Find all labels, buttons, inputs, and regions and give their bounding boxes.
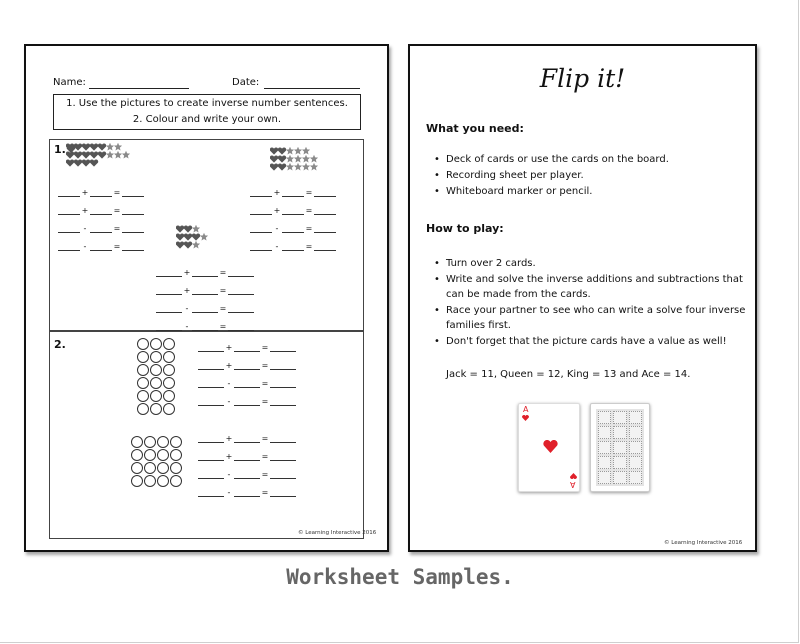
card-rank-bottom: A (570, 480, 576, 489)
answer-blank[interactable] (228, 322, 254, 331)
star-icon (294, 147, 302, 154)
card-back-tile (613, 456, 626, 469)
star-icon (302, 155, 310, 163)
circle-icon[interactable] (163, 390, 175, 402)
equals-sign: = (219, 304, 227, 313)
heart-icon (270, 155, 278, 162)
answer-blank[interactable] (270, 434, 296, 443)
heart-icon (184, 233, 192, 240)
answer-blank[interactable] (250, 206, 272, 215)
circle-icon[interactable] (150, 338, 162, 350)
operator-sign: + (183, 286, 191, 295)
answer-blank[interactable] (90, 206, 112, 215)
answer-blank[interactable] (228, 286, 254, 295)
card-back-tile (613, 426, 626, 439)
answer-blank[interactable] (250, 242, 272, 251)
number-sentence (198, 452, 296, 464)
number-sentence (156, 304, 254, 316)
heart-icon (184, 241, 192, 248)
answer-blank[interactable] (198, 488, 224, 497)
number-sentence (198, 361, 296, 373)
ace-card (518, 403, 580, 492)
heart-icon (270, 163, 278, 170)
answer-blank[interactable] (282, 206, 304, 215)
star-icon (294, 155, 302, 163)
heart-icon (90, 151, 98, 158)
equals-sign: = (261, 379, 269, 388)
card-rank-top: A (523, 405, 529, 414)
page-title: Flip it! (539, 64, 626, 93)
circle-icon[interactable] (163, 403, 175, 415)
operator-sign: - (227, 470, 231, 479)
star-icon (310, 155, 318, 163)
card-back-tile (613, 471, 626, 484)
answer-blank[interactable] (282, 242, 304, 251)
heart-icon (192, 233, 200, 240)
answer-blank[interactable] (198, 361, 224, 370)
operator-sign: - (83, 224, 87, 233)
name-line (89, 88, 189, 89)
copyright-right: © Learning Interactive 2016 (664, 540, 743, 546)
heart-suit-icon (543, 440, 558, 453)
answer-blank[interactable] (198, 434, 224, 443)
equals-sign: = (113, 206, 121, 215)
star-icon (114, 143, 122, 150)
heart-icon (98, 143, 106, 150)
answer-blank[interactable] (234, 361, 260, 370)
answer-blank[interactable] (282, 224, 304, 233)
heart-icon (176, 233, 184, 240)
equals-sign: = (261, 434, 269, 443)
heart-icon (66, 159, 74, 166)
operator-sign: - (275, 242, 279, 251)
list-item: • Turn over 2 cards. (432, 256, 750, 271)
date-label: Date: (232, 77, 260, 88)
operator-sign: + (81, 206, 89, 215)
number-sentence (156, 286, 254, 298)
circle-icon[interactable] (170, 462, 182, 474)
number-sentence (250, 188, 336, 200)
caption: Worksheet Samples. (286, 565, 514, 589)
date-line (264, 88, 360, 89)
circle-icon[interactable] (150, 377, 162, 389)
answer-blank[interactable] (90, 242, 112, 251)
number-sentence (198, 488, 296, 500)
heart-icon (90, 143, 98, 150)
star-icon (294, 163, 302, 171)
answer-blank[interactable] (234, 343, 260, 352)
circle-icon[interactable] (163, 364, 175, 376)
card-back-tile (629, 456, 642, 469)
answer-blank[interactable] (250, 224, 272, 233)
equals-sign: = (219, 268, 227, 277)
list-item: • Write and solve the inverse additions and subtractions that can be made from the cards. (432, 272, 750, 302)
answer-blank[interactable] (234, 470, 260, 479)
circle-icon[interactable] (144, 449, 156, 461)
operator-sign: + (225, 452, 233, 461)
star-icon (192, 241, 200, 249)
circle-icon[interactable] (157, 449, 169, 461)
star-icon (286, 163, 294, 171)
answer-blank[interactable] (156, 286, 182, 295)
answer-blank[interactable] (58, 206, 80, 215)
answer-blank[interactable] (234, 379, 260, 388)
answer-blank[interactable] (58, 242, 80, 251)
answer-blank[interactable] (198, 397, 224, 406)
answer-blank[interactable] (270, 361, 296, 370)
answer-blank[interactable] (192, 304, 218, 313)
circle-icon[interactable] (131, 449, 143, 461)
answer-blank[interactable] (282, 188, 304, 197)
card-back-tile (629, 441, 642, 454)
heart-icon (82, 151, 90, 158)
answer-blank[interactable] (192, 322, 218, 331)
circle-icon[interactable] (144, 475, 156, 487)
heart-icon (74, 159, 82, 166)
star-icon (192, 225, 200, 232)
heart-icon (278, 155, 286, 162)
list-item: • Deck of cards or use the cards on the board. (432, 152, 750, 167)
circle-icon[interactable] (137, 403, 149, 415)
number-sentence (198, 397, 296, 409)
number-sentence (156, 322, 254, 334)
equals-sign: = (219, 322, 227, 331)
equals-sign: = (261, 361, 269, 370)
circle-icon[interactable] (131, 475, 143, 487)
shapes-group-1 (66, 143, 146, 171)
heart-icon (278, 147, 286, 154)
answer-blank[interactable] (122, 224, 144, 233)
star-icon (106, 151, 114, 159)
card-values: Jack = 11, Queen = 12, King = 13 and Ace = 14. (446, 369, 691, 380)
equals-sign: = (113, 224, 121, 233)
star-icon (114, 151, 122, 159)
number-sentence (198, 343, 296, 355)
number-sentence (250, 206, 336, 218)
circle-icon[interactable] (163, 377, 175, 389)
number-sentence (198, 379, 296, 391)
star-icon (302, 147, 310, 154)
equals-sign: = (261, 488, 269, 497)
answer-blank[interactable] (270, 452, 296, 461)
number-sentence (58, 188, 144, 200)
operator-sign: + (225, 434, 233, 443)
card-back-tile (613, 441, 626, 454)
operator-sign: + (225, 361, 233, 370)
circle-icon[interactable] (163, 338, 175, 350)
equals-sign: = (113, 242, 121, 251)
circle-icon[interactable] (131, 462, 143, 474)
star-icon (302, 163, 310, 171)
need-list (432, 152, 750, 200)
answer-blank[interactable] (90, 188, 112, 197)
circle-icon[interactable] (137, 377, 149, 389)
answer-blank[interactable] (198, 452, 224, 461)
shapes-group-3 (176, 225, 232, 253)
heart-icon (270, 147, 278, 154)
play-list (432, 256, 750, 350)
card-back-tile (598, 456, 611, 469)
operator-sign: - (185, 322, 189, 331)
equals-sign: = (305, 206, 313, 215)
answer-blank[interactable] (270, 397, 296, 406)
heart-icon (66, 143, 74, 150)
heart-icon (82, 159, 90, 166)
number-sentence (250, 224, 336, 236)
operator-sign: - (227, 488, 231, 497)
operator-sign: - (227, 379, 231, 388)
equals-sign: = (305, 188, 313, 197)
answer-blank[interactable] (234, 434, 260, 443)
answer-blank[interactable] (270, 488, 296, 497)
star-icon (310, 163, 318, 171)
circle-icon[interactable] (144, 436, 156, 448)
circle-icon[interactable] (170, 475, 182, 487)
answer-blank[interactable] (90, 224, 112, 233)
answer-blank[interactable] (198, 379, 224, 388)
equals-sign: = (219, 286, 227, 295)
number-sentence (58, 242, 144, 254)
list-item: • Whiteboard marker or pencil. (432, 184, 750, 199)
circle-icon[interactable] (150, 390, 162, 402)
star-icon (200, 233, 208, 241)
instructions-box (53, 94, 361, 130)
section-1-number: 1. (54, 143, 66, 156)
answer-blank[interactable] (314, 188, 336, 197)
star-icon (106, 143, 114, 150)
card-back-tile (598, 471, 611, 484)
equals-sign: = (261, 470, 269, 479)
answer-blank[interactable] (58, 188, 80, 197)
answer-blank[interactable] (270, 470, 296, 479)
circle-icon[interactable] (144, 462, 156, 474)
equals-sign: = (113, 188, 121, 197)
equals-sign: = (305, 224, 313, 233)
answer-blank[interactable] (234, 452, 260, 461)
shapes-group-2 (270, 147, 334, 175)
answer-blank[interactable] (122, 188, 144, 197)
equals-sign: = (261, 343, 269, 352)
answer-blank[interactable] (156, 304, 182, 313)
heart-icon (74, 151, 82, 158)
number-sentence (58, 224, 144, 236)
number-sentence (156, 268, 254, 280)
answer-blank[interactable] (58, 224, 80, 233)
answer-blank[interactable] (314, 224, 336, 233)
circle-icon[interactable] (137, 364, 149, 376)
list-item: • Recording sheet per player. (432, 168, 750, 183)
list-item: • Race your partner to see who can write a solve four inverse families first. (432, 303, 750, 333)
heart-suit-icon (570, 473, 577, 479)
equals-sign: = (261, 452, 269, 461)
equals-sign: = (305, 242, 313, 251)
heart-icon (90, 159, 98, 166)
answer-blank[interactable] (314, 242, 336, 251)
star-icon (286, 147, 294, 154)
operator-sign: + (81, 188, 89, 197)
operator-sign: - (83, 242, 87, 251)
answer-blank[interactable] (270, 379, 296, 388)
answer-blank[interactable] (198, 470, 224, 479)
heart-suit-icon (522, 415, 529, 421)
name-label: Name: (53, 77, 86, 88)
answer-blank[interactable] (228, 268, 254, 277)
answer-blank[interactable] (234, 397, 260, 406)
circle-icon[interactable] (157, 462, 169, 474)
card-back-tile (598, 441, 611, 454)
answer-blank[interactable] (270, 343, 296, 352)
circle-icon[interactable] (150, 403, 162, 415)
circle-icon[interactable] (137, 390, 149, 402)
instruction-2: 2. Colour and write your own. (132, 114, 282, 125)
need-heading: What you need: (426, 122, 524, 135)
circle-icon[interactable] (137, 338, 149, 350)
heart-icon (98, 151, 106, 158)
circles-group-2 (131, 436, 182, 487)
answer-blank[interactable] (156, 322, 182, 331)
operator-sign: - (227, 397, 231, 406)
card-back-tile (598, 426, 611, 439)
heart-icon (82, 143, 90, 150)
circle-icon[interactable] (170, 449, 182, 461)
answer-blank[interactable] (192, 286, 218, 295)
card-back-tile (629, 471, 642, 484)
operator-sign: + (183, 268, 191, 277)
answer-blank[interactable] (156, 268, 182, 277)
operator-sign: - (275, 224, 279, 233)
answer-blank[interactable] (314, 206, 336, 215)
heart-icon (184, 225, 192, 232)
circle-icon[interactable] (150, 351, 162, 363)
card-back (590, 403, 650, 492)
card-back-tile (613, 411, 626, 424)
circle-icon[interactable] (131, 436, 143, 448)
card-back-tile (598, 411, 611, 424)
circle-icon[interactable] (157, 475, 169, 487)
circle-icon[interactable] (137, 351, 149, 363)
list-item: • Don't forget that the picture cards have a value as well! (432, 334, 750, 349)
answer-blank[interactable] (192, 268, 218, 277)
circle-icon[interactable] (163, 351, 175, 363)
play-heading: How to play: (426, 222, 504, 235)
operator-sign: + (273, 206, 281, 215)
copyright-left: © Learning Interactive 2016 (298, 530, 377, 536)
answer-blank[interactable] (234, 488, 260, 497)
section-2-number: 2. (54, 338, 66, 351)
operator-sign: + (225, 343, 233, 352)
number-sentence (198, 470, 296, 482)
answer-blank[interactable] (250, 188, 272, 197)
circle-icon[interactable] (150, 364, 162, 376)
answer-blank[interactable] (198, 343, 224, 352)
star-icon (286, 155, 294, 163)
heart-icon (176, 225, 184, 232)
instruction-1: 1. Use the pictures to create inverse number sentences. (66, 98, 348, 109)
number-sentence (58, 206, 144, 218)
instructions-page (408, 44, 757, 552)
worksheet-page (24, 44, 389, 552)
answer-blank[interactable] (122, 206, 144, 215)
number-sentence (198, 434, 296, 446)
heart-icon (278, 163, 286, 170)
equals-sign: = (261, 397, 269, 406)
circles-group-1 (137, 338, 175, 415)
answer-blank[interactable] (122, 242, 144, 251)
heart-icon (74, 143, 82, 150)
heart-icon (176, 241, 184, 248)
circle-icon[interactable] (170, 436, 182, 448)
operator-sign: + (273, 188, 281, 197)
number-sentence (250, 242, 336, 254)
card-back-tile (629, 411, 642, 424)
card-back-pattern (596, 409, 644, 486)
operator-sign: - (185, 304, 189, 313)
star-icon (122, 151, 130, 159)
circle-icon[interactable] (157, 436, 169, 448)
heart-icon (66, 151, 74, 158)
card-back-tile (629, 426, 642, 439)
answer-blank[interactable] (228, 304, 254, 313)
